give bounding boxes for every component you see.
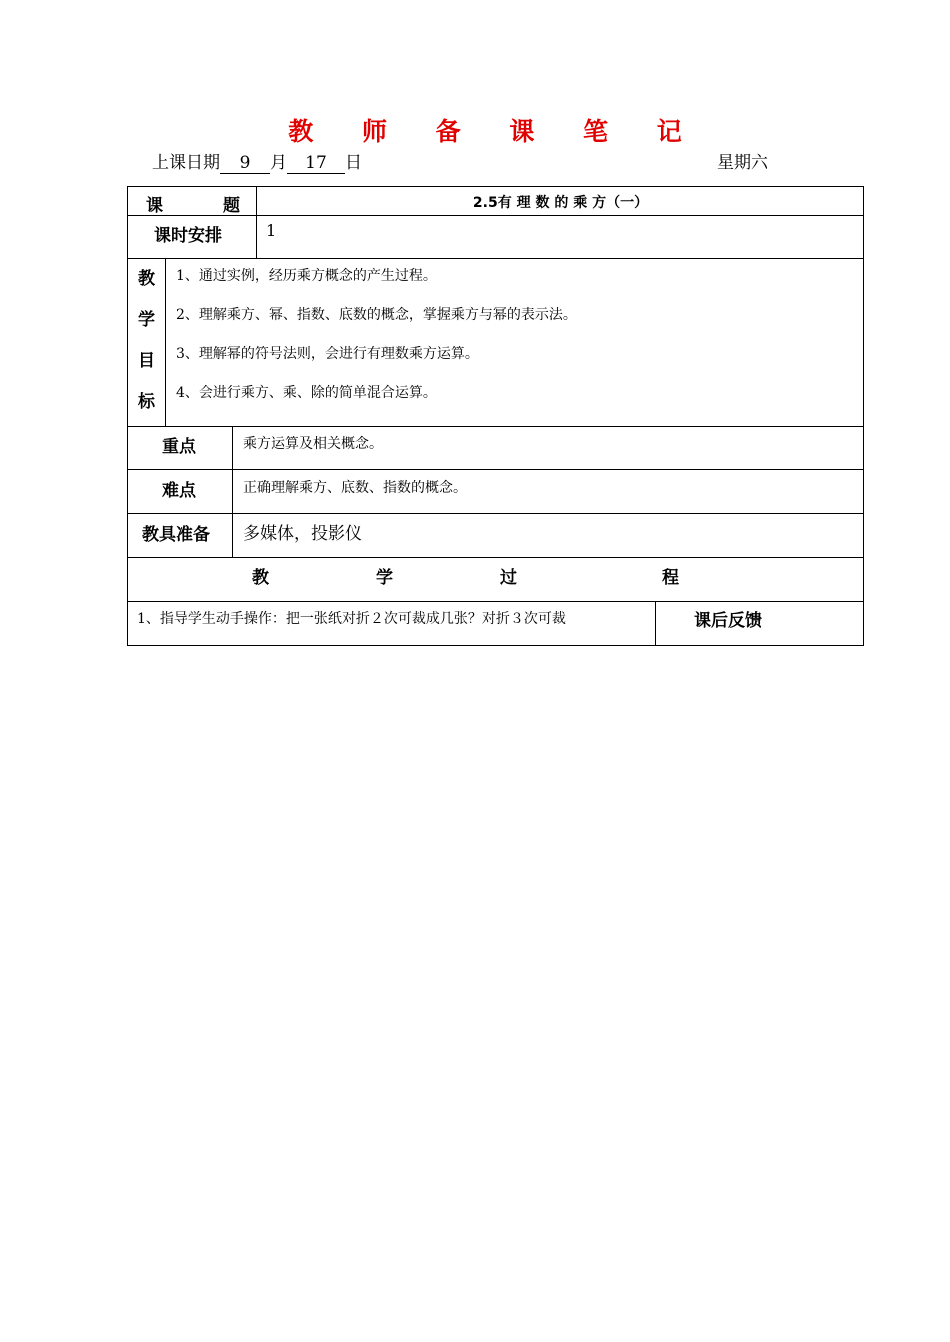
process-heading-char: 程 [662,568,679,588]
month-unit: 月 [270,153,287,173]
day-value: 17 [287,153,345,174]
schedule-label: 课时安排 [154,226,222,246]
objectives-label-char: 目 [138,351,155,371]
objective-item: 4、会进行乘方、乘、除的简单混合运算。 [176,385,437,401]
row-divider [127,557,864,558]
page-title: 教 师 备 课 笔 记 [288,117,702,146]
date-label: 上课日期 [152,153,220,173]
process-heading-char: 过 [500,568,517,588]
topic-label-2: 题 [223,196,240,216]
difficulty-value: 正确理解乘方、底数、指数的概念。 [243,480,467,496]
objectives-label-char: 教 [138,269,155,289]
row-divider [127,513,864,514]
materials-value: 多媒体，投影仪 [243,524,362,544]
day-unit: 日 [345,153,362,173]
materials-label: 教具准备 [142,525,210,545]
topic-label-1: 课 [146,196,163,216]
objective-item: 1、通过实例，经历乘方概念的产生过程。 [176,268,437,284]
objective-item: 2、理解乘方、幂、指数、底数的概念，掌握乘方与幂的表示法。 [176,307,577,323]
process-step-text: 1、指导学生动手操作：把一张纸对折２次可裁成几张？对折３次可裁 [137,611,566,627]
column-divider [232,426,233,558]
process-heading-char: 教 [252,568,269,588]
row-divider [127,258,864,259]
month-value: 9 [220,153,270,174]
schedule-value: 1 [266,221,277,240]
lesson-plan-table [127,186,864,646]
feedback-label: 课后反馈 [694,611,762,631]
objectives-label-char: 学 [138,310,155,330]
row-divider [127,426,864,427]
class-date-line [152,148,362,174]
row-divider [127,601,864,602]
difficulty-label: 难点 [162,481,196,501]
key-point-label: 重点 [162,437,196,457]
key-point-value: 乘方运算及相关概念。 [243,436,383,452]
objectives-label-char: 标 [138,392,155,412]
process-heading-char: 学 [376,568,393,588]
column-divider [165,258,166,427]
column-divider [655,601,656,646]
topic-value: 2.5有 理 数 的 乘 方（一） [472,195,649,211]
objective-item: 3、理解幂的符号法则，会进行有理数乘方运算。 [176,346,479,362]
row-divider [127,469,864,470]
weekday: 星期六 [717,153,768,173]
